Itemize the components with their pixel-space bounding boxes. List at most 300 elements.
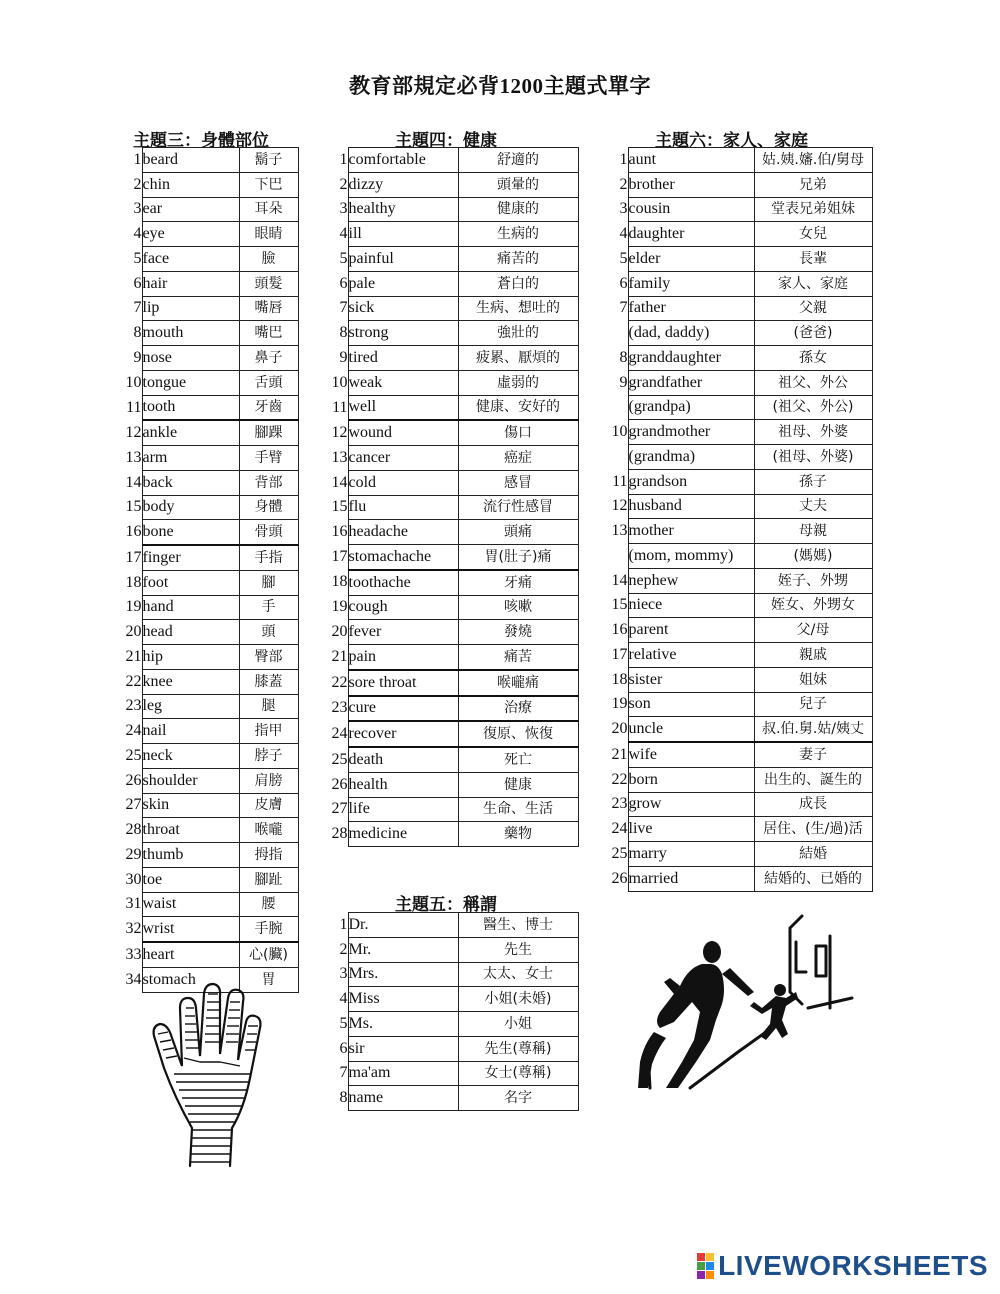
english-word: cough — [348, 595, 458, 620]
chinese-meaning: 死亡 — [458, 747, 578, 772]
chinese-meaning: 嘴巴 — [239, 321, 298, 346]
row-number: 29 — [125, 845, 142, 863]
row-number: 26 — [125, 771, 142, 789]
table-row — [115, 669, 298, 694]
row-number — [600, 445, 628, 470]
chinese-meaning: (祖父、外公) — [754, 395, 872, 420]
row-number: 10 — [125, 373, 142, 391]
row-number: 31 — [125, 895, 142, 913]
row-number: 7 — [339, 1064, 348, 1082]
english-word: grandfather — [628, 370, 754, 395]
english-word: thumb — [142, 843, 239, 868]
row-number: 27 — [331, 800, 348, 818]
table-row — [320, 595, 578, 620]
english-word: (dad, daddy) — [628, 321, 754, 346]
row-number: 21 — [611, 745, 628, 763]
row-number: 15 — [125, 498, 142, 516]
row-number: 11 — [612, 472, 628, 490]
table-row — [320, 696, 578, 722]
english-word: husband — [628, 494, 754, 519]
row-number: 11 — [126, 398, 142, 416]
english-word: relative — [628, 643, 754, 668]
chinese-meaning: 女兒 — [754, 222, 872, 247]
chinese-meaning: 丈夫 — [754, 494, 872, 519]
chinese-meaning: 指甲 — [239, 719, 298, 744]
table-row — [600, 420, 872, 445]
row-number: 23 — [331, 699, 348, 717]
chinese-meaning: 妻子 — [754, 742, 872, 767]
row-number: 6 — [339, 274, 348, 292]
english-word: elder — [628, 247, 754, 272]
row-number: 19 — [331, 598, 348, 616]
parent-child-illustration-icon — [630, 912, 860, 1092]
row-number: 14 — [611, 571, 628, 589]
chinese-meaning: 父/母 — [754, 618, 872, 643]
english-word: cancer — [348, 446, 458, 471]
table-row — [600, 445, 872, 470]
chinese-meaning: 頭痛 — [458, 520, 578, 545]
english-word: grandmother — [628, 420, 754, 445]
chinese-meaning: 背部 — [239, 470, 298, 495]
english-word: marry — [628, 842, 754, 867]
row-number — [600, 395, 628, 420]
table-row — [320, 570, 578, 595]
table-row — [115, 768, 298, 793]
row-number: 14 — [125, 473, 142, 491]
english-word: Mr. — [348, 937, 458, 962]
table-row — [320, 797, 578, 822]
row-number: 5 — [619, 249, 628, 267]
chinese-meaning: 膝蓋 — [239, 669, 298, 694]
english-word: ill — [348, 222, 458, 247]
chinese-meaning: (祖母、外婆) — [754, 445, 872, 470]
row-number: 22 — [611, 770, 628, 788]
table-row — [320, 913, 578, 938]
row-number: 1 — [339, 915, 348, 933]
english-word: son — [628, 692, 754, 717]
table-row — [600, 618, 872, 643]
table-row — [320, 987, 578, 1012]
table-row — [600, 667, 872, 692]
table-row — [320, 645, 578, 670]
english-word: aunt — [628, 148, 754, 173]
english-word: heart — [142, 942, 239, 967]
row-number: 27 — [125, 796, 142, 814]
liveworksheets-logo — [697, 1250, 988, 1282]
table-row — [600, 692, 872, 717]
chinese-meaning: 先生 — [458, 937, 578, 962]
row-number: 18 — [331, 573, 348, 591]
table-row — [320, 1086, 578, 1111]
table-row — [115, 197, 298, 222]
table-row — [115, 470, 298, 495]
chinese-meaning: 居住、(生/過)活 — [754, 817, 872, 842]
english-word: brother — [628, 172, 754, 197]
row-number: 2 — [619, 175, 628, 193]
chinese-meaning: 姪女、外甥女 — [754, 593, 872, 618]
section4-heading: 主題四：健康 — [395, 131, 497, 150]
chinese-meaning: 叔.伯.舅.姑/姨丈 — [754, 717, 872, 742]
english-word: Ms. — [348, 1012, 458, 1037]
english-word: lip — [142, 296, 239, 321]
table-row — [115, 172, 298, 197]
table-row — [115, 370, 298, 395]
english-word: body — [142, 495, 239, 520]
row-number: 2 — [133, 175, 142, 193]
english-word: wife — [628, 742, 754, 767]
logo-cube-icon — [697, 1253, 714, 1279]
table-row — [115, 222, 298, 247]
table-row — [600, 321, 872, 346]
chinese-meaning: 太太、女士 — [458, 962, 578, 987]
chinese-meaning: 咳嗽 — [458, 595, 578, 620]
chinese-meaning: 下巴 — [239, 172, 298, 197]
english-word: beard — [142, 148, 239, 173]
table-row — [115, 148, 298, 173]
chinese-meaning: 虛弱的 — [458, 370, 578, 395]
table-row — [600, 717, 872, 742]
chinese-meaning: 舌頭 — [239, 370, 298, 395]
chinese-meaning: 耳朵 — [239, 197, 298, 222]
row-number: 1 — [133, 150, 142, 168]
table-row — [115, 620, 298, 645]
chinese-meaning: 嘴唇 — [239, 296, 298, 321]
chinese-meaning: 疲累、厭煩的 — [458, 346, 578, 371]
chinese-meaning: 癌症 — [458, 446, 578, 471]
english-word: sick — [348, 296, 458, 321]
row-number: 15 — [331, 498, 348, 516]
chinese-meaning: 手腕 — [239, 917, 298, 942]
english-word: eye — [142, 222, 239, 247]
english-word: wound — [348, 420, 458, 445]
table-row — [115, 570, 298, 595]
english-word: throat — [142, 818, 239, 843]
english-word: healthy — [348, 197, 458, 222]
table-row — [320, 822, 578, 847]
row-number: 28 — [125, 821, 142, 839]
chinese-meaning: 腳趾 — [239, 867, 298, 892]
chinese-meaning: 手臂 — [239, 446, 298, 471]
chinese-meaning: 祖父、外公 — [754, 370, 872, 395]
english-word: parent — [628, 618, 754, 643]
table-row — [600, 544, 872, 569]
table-row — [115, 595, 298, 620]
table-row — [600, 643, 872, 668]
chinese-meaning: 舒適的 — [458, 148, 578, 173]
table-row — [115, 346, 298, 371]
row-number: 4 — [133, 225, 142, 243]
chinese-meaning: 腰 — [239, 892, 298, 917]
chinese-meaning: 結婚 — [754, 842, 872, 867]
chinese-meaning: 小姐(未婚) — [458, 987, 578, 1012]
english-word: bone — [142, 520, 239, 545]
section6-heading: 主題六：家人、家庭 — [655, 131, 808, 150]
chinese-meaning: 堂表兄弟姐妹 — [754, 197, 872, 222]
chinese-meaning: 眼睛 — [239, 222, 298, 247]
table-row — [115, 744, 298, 769]
table-row — [320, 470, 578, 495]
english-word: life — [348, 797, 458, 822]
english-word: knee — [142, 669, 239, 694]
table-row — [320, 370, 578, 395]
chinese-meaning: 頭暈的 — [458, 172, 578, 197]
english-word: granddaughter — [628, 346, 754, 371]
row-number: 33 — [125, 945, 142, 963]
chinese-meaning: 腳 — [239, 570, 298, 595]
row-number: 3 — [133, 200, 142, 218]
chinese-meaning: 腿 — [239, 694, 298, 719]
chinese-meaning: 生病、想吐的 — [458, 296, 578, 321]
row-number: 15 — [611, 596, 628, 614]
table-row — [320, 321, 578, 346]
chinese-meaning: 傷口 — [458, 420, 578, 445]
english-word: sir — [348, 1036, 458, 1061]
table-row — [600, 792, 872, 817]
row-number: 16 — [611, 621, 628, 639]
row-number: 19 — [125, 598, 142, 616]
table-row — [320, 446, 578, 471]
row-number: 2 — [339, 175, 348, 193]
english-word: hair — [142, 271, 239, 296]
table-row — [115, 520, 298, 545]
row-number: 11 — [332, 398, 348, 416]
english-word: pale — [348, 271, 458, 296]
row-number: 21 — [331, 648, 348, 666]
english-word: sore throat — [348, 670, 458, 696]
row-number: 13 — [125, 448, 142, 466]
table-row — [320, 495, 578, 520]
chinese-meaning: 兒子 — [754, 692, 872, 717]
table-row — [600, 742, 872, 767]
table-row — [320, 937, 578, 962]
english-word: Dr. — [348, 913, 458, 938]
english-word: wrist — [142, 917, 239, 942]
row-number: 2 — [339, 940, 348, 958]
table-row — [320, 1061, 578, 1086]
table-row — [115, 395, 298, 420]
row-number: 9 — [619, 373, 628, 391]
english-word: face — [142, 247, 239, 272]
table-row — [320, 520, 578, 545]
english-word: (grandma) — [628, 445, 754, 470]
row-number: 3 — [339, 200, 348, 218]
chinese-meaning: 先生(尊稱) — [458, 1036, 578, 1061]
english-word: stomachache — [348, 545, 458, 570]
row-number: 1 — [619, 150, 628, 168]
chinese-meaning: 孫子 — [754, 469, 872, 494]
row-number: 32 — [125, 920, 142, 938]
english-word: stomach — [142, 967, 239, 992]
row-number: 7 — [339, 299, 348, 317]
chinese-meaning: 出生的、誕生的 — [754, 767, 872, 792]
chinese-meaning: 結婚的、已婚的 — [754, 866, 872, 891]
table-row — [115, 446, 298, 471]
table-row — [600, 395, 872, 420]
row-number: 22 — [331, 673, 348, 691]
chinese-meaning: 藥物 — [458, 822, 578, 847]
table-row — [320, 670, 578, 696]
table-row — [115, 495, 298, 520]
english-word: nail — [142, 719, 239, 744]
table-row — [115, 545, 298, 570]
chinese-meaning: 發燒 — [458, 620, 578, 645]
section5-table — [320, 912, 579, 1111]
table-row — [600, 568, 872, 593]
table-row — [320, 620, 578, 645]
chinese-meaning: 皮膚 — [239, 793, 298, 818]
chinese-meaning: 肩膀 — [239, 768, 298, 793]
table-row — [600, 296, 872, 321]
row-number: 26 — [331, 775, 348, 793]
english-word: leg — [142, 694, 239, 719]
row-number — [600, 544, 628, 569]
table-row — [115, 296, 298, 321]
english-word: skin — [142, 793, 239, 818]
english-word: headache — [348, 520, 458, 545]
table-row — [320, 1036, 578, 1061]
chinese-meaning: 成長 — [754, 792, 872, 817]
english-word: married — [628, 866, 754, 891]
table-row — [115, 420, 298, 445]
row-number: 18 — [611, 670, 628, 688]
table-row — [320, 271, 578, 296]
chinese-meaning: 臀部 — [239, 645, 298, 670]
row-number: 20 — [125, 623, 142, 641]
section4-table — [320, 147, 579, 847]
english-word: grandson — [628, 469, 754, 494]
chinese-meaning: 家人、家庭 — [754, 271, 872, 296]
english-word: toothache — [348, 570, 458, 595]
row-number: 28 — [331, 825, 348, 843]
row-number: 8 — [339, 1089, 348, 1107]
english-word: nephew — [628, 568, 754, 593]
row-number: 4 — [619, 225, 628, 243]
row-number: 25 — [125, 746, 142, 764]
chinese-meaning: (爸爸) — [754, 321, 872, 346]
english-word: fever — [348, 620, 458, 645]
row-number: 10 — [611, 423, 628, 441]
row-number: 19 — [611, 695, 628, 713]
row-number: 6 — [339, 1039, 348, 1057]
hand-illustration-icon — [150, 978, 270, 1168]
row-number: 8 — [619, 348, 628, 366]
chinese-meaning: 流行性感冒 — [458, 495, 578, 520]
chinese-meaning: 親戚 — [754, 643, 872, 668]
section3-heading: 主題三：身體部位 — [133, 131, 269, 150]
table-row — [320, 395, 578, 420]
table-row — [600, 866, 872, 891]
row-number: 6 — [619, 274, 628, 292]
chinese-meaning: 鼻子 — [239, 346, 298, 371]
table-row — [320, 420, 578, 445]
table-row — [600, 842, 872, 867]
english-word: daughter — [628, 222, 754, 247]
row-number: 18 — [125, 573, 142, 591]
row-number: 17 — [611, 645, 628, 663]
table-row — [600, 370, 872, 395]
chinese-meaning: 牙痛 — [458, 570, 578, 595]
english-word: finger — [142, 545, 239, 570]
table-row — [600, 222, 872, 247]
chinese-meaning: 胃 — [239, 967, 298, 992]
english-word: painful — [348, 247, 458, 272]
english-word: born — [628, 767, 754, 792]
table-row — [115, 818, 298, 843]
row-number: 10 — [331, 373, 348, 391]
table-row — [320, 247, 578, 272]
row-number: 16 — [331, 523, 348, 541]
table-row — [320, 772, 578, 797]
english-word: (mom, mommy) — [628, 544, 754, 569]
row-number: 8 — [339, 324, 348, 342]
english-word: flu — [348, 495, 458, 520]
table-row — [115, 321, 298, 346]
row-number: 5 — [339, 1014, 348, 1032]
row-number: 4 — [339, 225, 348, 243]
row-number: 12 — [611, 497, 628, 515]
chinese-meaning: 腳踝 — [239, 420, 298, 445]
row-number: 21 — [125, 647, 142, 665]
chinese-meaning: 姐妹 — [754, 667, 872, 692]
row-number: 3 — [339, 965, 348, 983]
row-number: 13 — [611, 522, 628, 540]
chinese-meaning: 手 — [239, 595, 298, 620]
chinese-meaning: 健康、安好的 — [458, 395, 578, 420]
row-number: 16 — [125, 523, 142, 541]
row-number: 14 — [331, 473, 348, 491]
english-word: health — [348, 772, 458, 797]
row-number: 9 — [133, 348, 142, 366]
row-number: 8 — [133, 324, 142, 342]
chinese-meaning: 頭 — [239, 620, 298, 645]
row-number: 25 — [611, 844, 628, 862]
logo-text: LIVEWORKSHEETS — [718, 1250, 988, 1281]
english-word: father — [628, 296, 754, 321]
table-row — [115, 843, 298, 868]
english-word: dizzy — [348, 172, 458, 197]
table-row — [600, 148, 872, 173]
table-row — [600, 469, 872, 494]
chinese-meaning: 名字 — [458, 1086, 578, 1111]
english-word: arm — [142, 446, 239, 471]
english-word: ma'am — [348, 1061, 458, 1086]
row-number: 23 — [125, 697, 142, 715]
section3-table — [115, 147, 299, 993]
english-word: well — [348, 395, 458, 420]
chinese-meaning: 胃(肚子)痛 — [458, 545, 578, 570]
chinese-meaning: 母親 — [754, 519, 872, 544]
english-word: hip — [142, 645, 239, 670]
chinese-meaning: 強壯的 — [458, 321, 578, 346]
english-word: Mrs. — [348, 962, 458, 987]
english-word: name — [348, 1086, 458, 1111]
row-number: 5 — [133, 249, 142, 267]
english-word: sister — [628, 667, 754, 692]
table-row — [115, 917, 298, 942]
row-number: 24 — [611, 820, 628, 838]
english-word: foot — [142, 570, 239, 595]
page-title: 教育部規定必背1200主題式單字 — [349, 74, 651, 98]
english-word: toe — [142, 867, 239, 892]
english-word: shoulder — [142, 768, 239, 793]
chinese-meaning: 父親 — [754, 296, 872, 321]
chinese-meaning: 感冒 — [458, 470, 578, 495]
row-number: 5 — [339, 249, 348, 267]
table-row — [320, 545, 578, 570]
row-number: 12 — [331, 423, 348, 441]
table-row — [600, 172, 872, 197]
chinese-meaning: 生命、生活 — [458, 797, 578, 822]
